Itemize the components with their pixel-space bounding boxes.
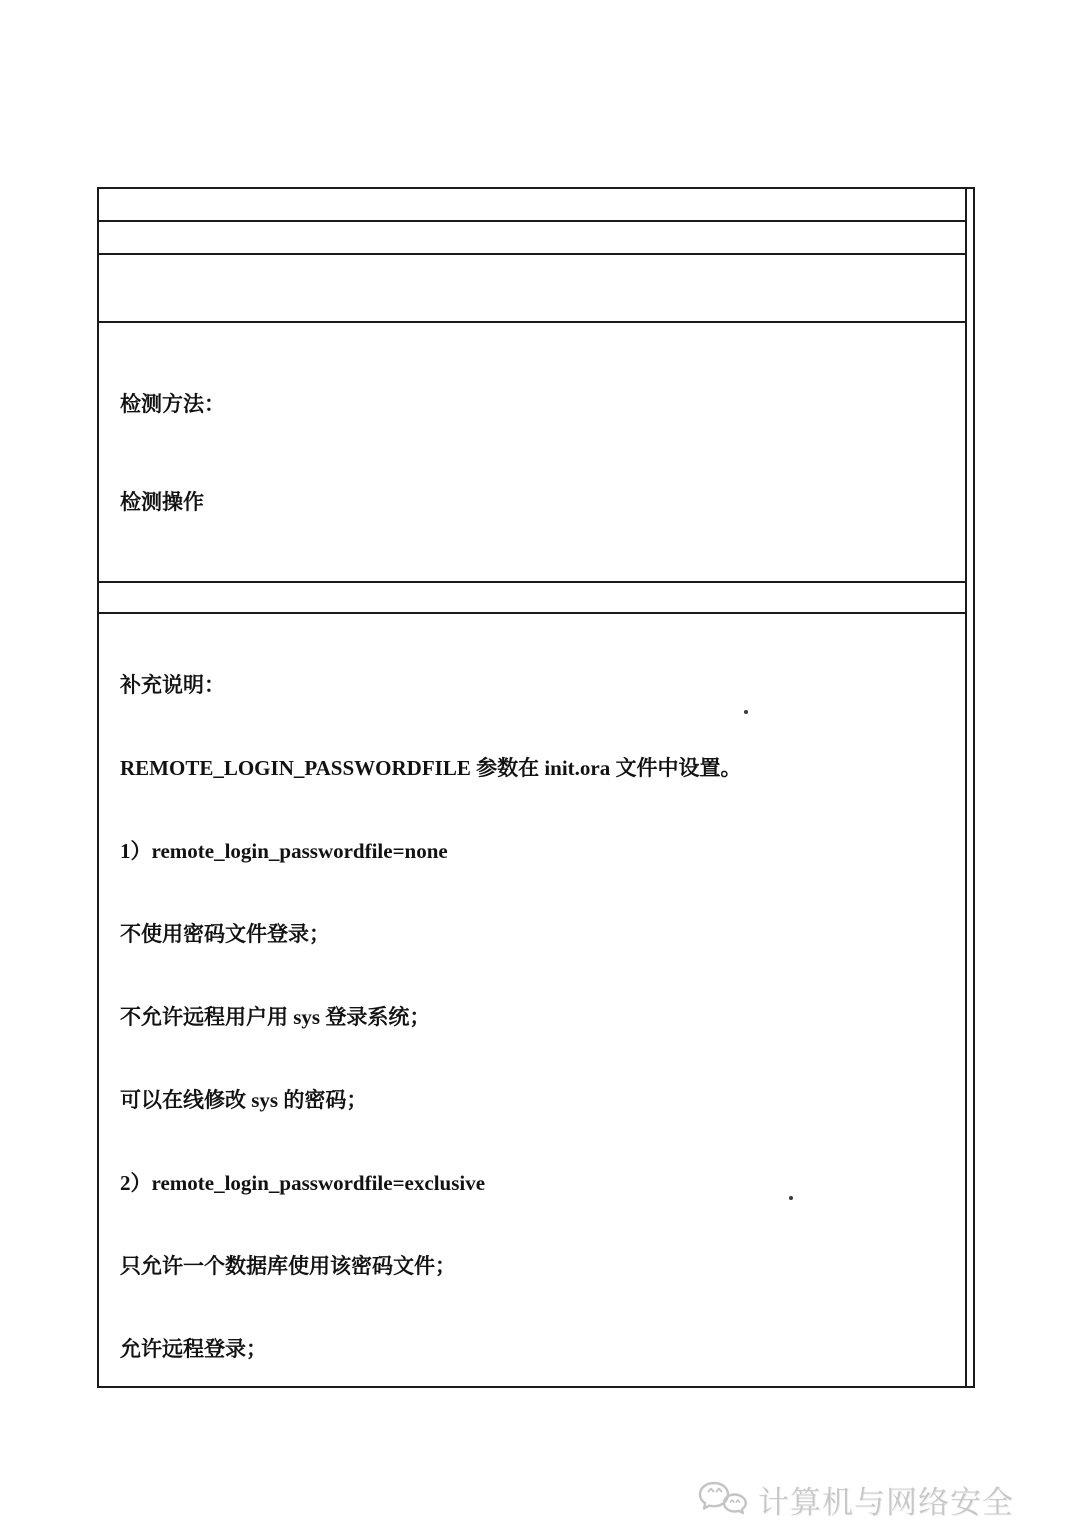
supplementary-note: 2）remote_login_passwordfile=exclusive	[120, 1171, 486, 1195]
detection-step: 检测操作	[120, 489, 204, 514]
supplementary-note: 1）remote_login_passwordfile=none	[120, 839, 448, 863]
supplementary-note: 可以在线修改 sys 的密码；	[120, 1088, 368, 1112]
detection-method-label: 检测方法：	[120, 392, 225, 416]
supplementary-note: REMOTE_LOGIN_PASSWORDFILE 参数在 init.ora 文件中设置。	[120, 756, 742, 780]
watermark	[697, 1477, 1014, 1522]
watermark-text: 计算机与网络安全	[758, 1485, 1014, 1520]
table-right-margin-strip	[965, 189, 973, 1386]
table-row-requirement	[99, 222, 965, 255]
table-rows	[99, 189, 965, 1386]
scan-artifact-dot	[789, 1196, 793, 1200]
supplementary-note: 允许远程登录；	[120, 1337, 267, 1361]
supplementary-note: 只允许一个数据库使用该密码文件；	[120, 1254, 456, 1278]
table-row-judgment-condition	[99, 583, 965, 614]
table-row-supplementary-notes	[99, 614, 965, 1386]
supplementary-note: 不使用密码文件登录；	[120, 922, 330, 946]
table-row-number	[99, 189, 965, 222]
scan-artifact-dot	[744, 710, 748, 714]
supplementary-note: 不允许远程用户用 sys 登录系统；	[120, 1005, 431, 1029]
table-row-detection-method	[99, 323, 965, 583]
security-requirement-table	[97, 187, 975, 1388]
wechat-icon	[697, 1480, 749, 1520]
supplementary-notes-label: 补充说明：	[120, 673, 225, 697]
table-row-operation-guide	[99, 255, 965, 323]
